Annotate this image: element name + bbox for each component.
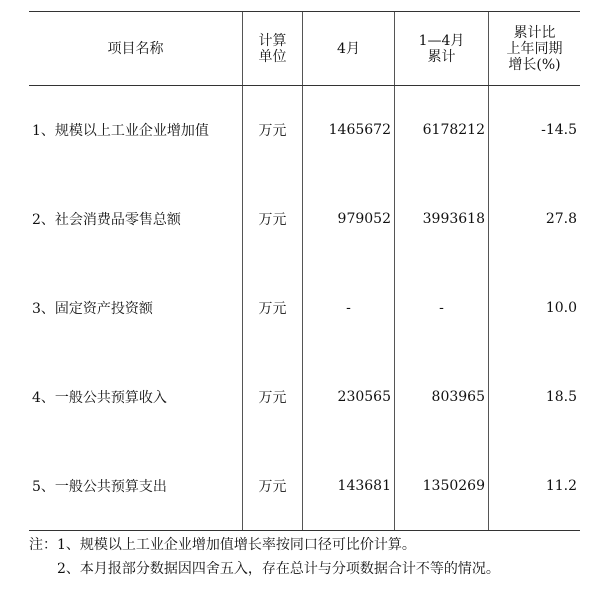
row-april: 143681 [303,442,395,531]
statistics-table [29,11,580,531]
header-unit-line-2: 单位 [258,48,287,65]
table-row [29,175,580,264]
table-row [29,264,580,353]
header-cumulative-line-1: 1—4月 [418,32,465,49]
row-growth: 11.2 [489,442,581,531]
row-unit: 万元 [243,175,303,264]
header-cumulative-line-2: 累计 [427,48,456,65]
header-item-name: 项目名称 [29,12,243,86]
header-cumulative [395,12,489,86]
row-april: 1465672 [303,86,395,175]
header-growth-line-3: 增长(%) [508,56,561,73]
row-unit: 万元 [243,442,303,531]
row-cumulative: 6178212 [395,86,489,175]
header-row [29,12,580,86]
header-growth-line-2: 上年同期 [506,40,563,57]
row-growth: 18.5 [489,353,581,442]
row-unit: 万元 [243,264,303,353]
header-unit-line-1: 计算 [258,32,287,49]
row-name: 2、社会消费品零售总额 [32,212,181,228]
header-unit [243,12,303,86]
header-growth-line-1: 累计比 [513,24,556,41]
row-growth: -14.5 [489,86,581,175]
row-april: - [303,264,395,353]
table-notes [29,533,589,581]
row-name: 1、规模以上工业企业增加值 [32,123,209,140]
row-growth: 27.8 [489,175,581,264]
row-april: 230565 [303,353,395,442]
row-cumulative: 803965 [395,353,489,442]
row-name: 3、固定资产投资额 [32,301,153,317]
row-april: 979052 [303,175,395,264]
table-body [29,86,580,531]
row-name: 5、一般公共预算支出 [29,442,243,531]
row-unit: 万元 [243,86,303,175]
row-growth: 10.0 [489,264,581,353]
row-cumulative: 3993618 [395,175,489,264]
header-april: 4月 [303,12,395,86]
table-header [29,12,580,86]
table-row [29,353,580,442]
table-row [29,442,580,531]
table-row [29,86,580,175]
row-cumulative: 1350269 [395,442,489,531]
row-unit: 万元 [243,353,303,442]
row-cumulative: - [395,264,489,353]
note-2: 2、本月报部分数据因四舍五入，存在总计与分项数据合计不等的情况。 [57,561,500,577]
note-1: 注：1、规模以上工业企业增加值增长率按同口径可比价计算。 [29,537,416,553]
row-name: 4、一般公共预算收入 [32,390,167,406]
header-growth [489,12,581,86]
